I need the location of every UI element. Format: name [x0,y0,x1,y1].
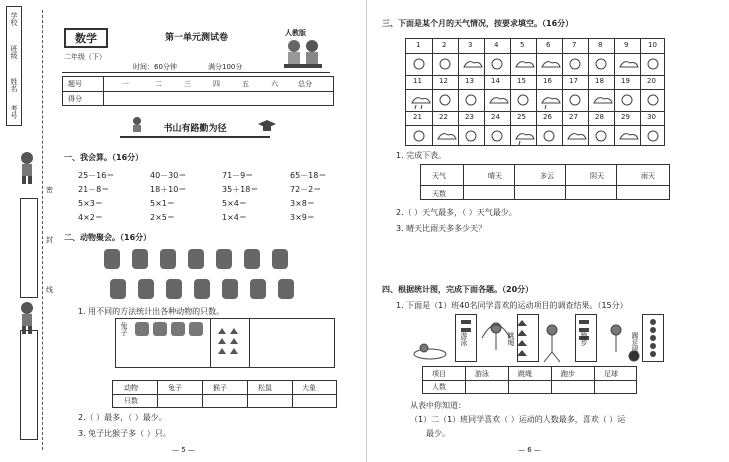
binding-box-bottom [20,330,38,440]
animal-group-illustration [100,245,310,305]
score-table-q3: 三 [184,80,191,88]
q4-sub1: 1. 下面是（1）班40名同学喜欢的运动项目的调查结果。（15分） [396,301,628,310]
page-spine [366,0,367,462]
subject-badge [64,28,108,48]
q1-item: 21－8＝ [78,185,110,194]
q3-sub2: 2.（ ）天气最多，（ ）天气最少。 [396,208,517,217]
binding-dashed-line [42,10,43,450]
binding-kid-figure-1 [14,150,40,186]
q3-sub3: 3. 晴天比雨天多多少天？ [396,224,487,233]
weather-icons-row-2 [406,90,664,110]
q4-table-header-football: 足球 [604,370,618,378]
calendar-day: 12 [439,77,448,85]
q4-sub-q1: （1）二（1）班同学喜欢（ ）运动的人数最多，喜欢（ ）运 [410,415,626,424]
calendar-day: 28 [595,113,604,121]
q4-table-row-count: 人数 [432,383,446,391]
q1-item: 72－2＝ [290,185,322,194]
calendar-day: 2 [442,41,447,49]
header-divider [62,72,330,73]
calendar-day: 29 [621,113,630,121]
calendar-day: 16 [543,77,552,85]
banner-cap-icon [258,120,276,132]
weather-icons-row-3 [406,126,664,146]
calendar-day: 8 [598,41,603,49]
q3-weather-table [420,164,670,200]
calendar-day: 25 [517,113,526,121]
q1-item: 3×8＝ [290,199,315,208]
score-table-q6: 六 [271,80,278,88]
q1-item: 18＋10＝ [150,185,187,194]
q2-table-row-count: 只数 [124,397,138,405]
calendar-day: 9 [624,41,629,49]
q1-item: 35＋18＝ [222,185,259,194]
publisher-label: 人教版 [285,29,306,37]
calendar-day: 7 [572,41,577,49]
exam-title: 第一单元测试卷 [165,33,229,43]
q4-table-header-item: 项目 [432,370,446,378]
calendar-day: 27 [569,113,578,121]
q2-sub3: 3. 兔子比猴子多（ ）只。 [78,429,171,438]
tally-label-rabbit: 兔子 [120,322,128,336]
q4-title: 四、根据统计图，完成下面各题。（20分） [382,285,534,294]
calendar-day: 1 [416,41,421,49]
q1-item: 4×2＝ [78,213,103,222]
subject-badge-text: 数学 [75,32,97,45]
q3-table-header-sunny: 晴天 [488,172,502,180]
score-table-q4: 四 [213,80,220,88]
score-table-q1: 一 [122,80,129,88]
score-table [62,76,334,106]
calendar-day: 20 [647,77,656,85]
grade-label: 二年级（下） [64,53,106,61]
tally-mark-column [218,328,242,364]
q4-table-header-run: 跑步 [561,370,575,378]
calendar-day: 18 [595,77,604,85]
calendar-day: 3 [468,41,473,49]
binding-warn-3: 线 [46,286,53,294]
q4-follow: 从表中你知道： [410,401,466,410]
q2-table-header-monkey: 猴子 [213,384,227,392]
q2-sub1: 1. 用不同的方法统计出各种动物的只数。 [78,307,225,316]
q1-title: 一、我会算。（16分） [64,153,144,162]
q3-table-row-days: 天数 [432,190,446,198]
q1-item: 1×4＝ [222,213,247,222]
q1-item: 65－18＝ [290,171,327,180]
q3-title: 三、下面是某个月的天气情况，按要求填空。（16分） [382,19,574,28]
motto-text: 书山有路勤为径 [163,123,227,134]
binding-warn-2: 封 [46,236,53,244]
header-kids-illustration [280,36,326,72]
q1-item: 40－30＝ [150,171,187,180]
q1-item: 71－9＝ [222,171,254,180]
banner-kid-icon [128,115,146,133]
score-table-total: 总分 [298,80,312,88]
exam-full-score: 满分100分 [208,63,243,71]
q3-table-header-cloudy: 多云 [540,172,554,180]
q1-item: 2×5＝ [150,213,175,222]
score-table-label-qno: 题号 [68,80,82,88]
right-page-number: — 6 — [518,446,541,454]
weather-icons-row-1 [406,54,664,74]
pictograph-label-football: 踢足球 [631,332,639,353]
q2-table-header-rabbit: 兔子 [168,384,182,392]
tally-animal-icons [135,320,205,340]
binding-label-school: 学校 [10,12,18,26]
binding-label-class: 班级 [10,45,18,59]
binding-kid-figure-2 [14,300,40,336]
exam-time: 时间：60分钟 [133,63,177,71]
calendar-day: 17 [569,77,578,85]
score-table-q2: 二 [155,80,162,88]
binding-label-id: 考号 [10,105,18,119]
calendar-day: 26 [543,113,552,121]
q3-table-header-overcast: 阴天 [590,172,604,180]
score-table-score-label: 得分 [68,95,82,103]
q1-item: 5×3＝ [78,199,103,208]
q1-item: 5×4＝ [222,199,247,208]
left-page-number: — 5 — [172,446,195,454]
calendar-day: 23 [465,113,474,121]
q4-table-header-swim: 游泳 [475,370,489,378]
calendar-day: 21 [413,113,422,121]
calendar-day: 24 [491,113,500,121]
q2-table-header-squirrel: 松鼠 [258,384,272,392]
q2-title: 二、动物聚会。（16分） [64,233,152,242]
pictograph-label-swim: 游泳 [460,332,468,346]
binding-label-name: 姓名 [10,78,18,92]
calendar-day: 30 [647,113,656,121]
binding-warn-1: 密 [46,186,53,194]
calendar-day: 11 [413,77,422,85]
calendar-day: 4 [494,41,499,49]
q2-table-header-animal: 动物 [124,384,138,392]
q4-sub-q2: 最少。 [426,429,450,438]
q1-item: 3×9＝ [290,213,315,222]
pictograph-label-rope: 跳绳 [507,332,515,346]
sports-kids-illustration [410,318,660,364]
pictograph-label-run: 跑步 [580,332,588,346]
q1-item: 5×1＝ [150,199,175,208]
q2-table-header-elephant: 大象 [302,384,316,392]
q1-item: 25－16＝ [78,171,115,180]
q4-table-header-rope: 跳绳 [518,370,532,378]
q3-table-header-weather: 天气 [432,172,446,180]
calendar-day: 22 [439,113,448,121]
q3-table-header-rainy: 雨天 [641,172,655,180]
calendar-day: 10 [648,41,657,49]
calendar-day: 19 [621,77,630,85]
calendar-day: 15 [517,77,526,85]
calendar-day: 14 [491,77,500,85]
q3-sub1: 1. 完成下表。 [396,151,447,160]
calendar-day: 6 [546,41,551,49]
calendar-day: 13 [465,77,474,85]
q2-sub2: 2.（ ）最多，（ ）最少。 [78,413,167,422]
binding-box-mid [20,198,38,298]
score-table-q5: 五 [242,80,249,88]
calendar-day: 5 [520,41,525,49]
binding-strip [0,0,58,462]
